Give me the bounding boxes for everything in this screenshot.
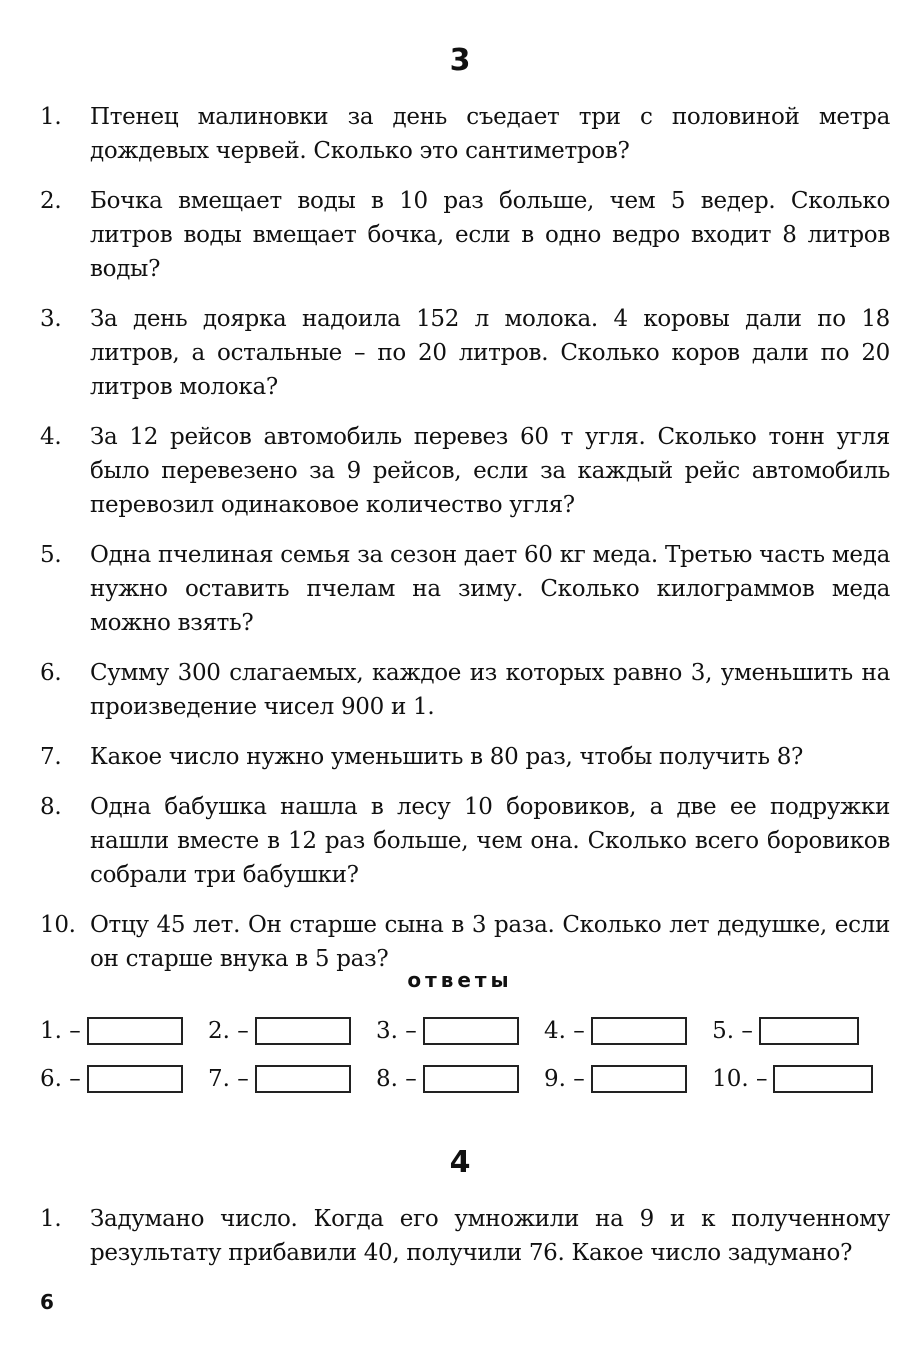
problem-text: Одна пчелиная семья за сезон дает 60 кг меда. Третью часть меда нужно оставить пчелам на зиму. Сколько килограммов меда можно взять? <box>90 542 890 636</box>
problem-number: 5. <box>40 542 62 568</box>
page-number: 6 <box>40 1290 54 1314</box>
problem-number: 6. <box>40 660 62 686</box>
problem-text: Птенец малиновки за день съедает три с половиной метра дождевых червей. Сколько это сантиметров? <box>90 104 890 164</box>
problem-text: Какое число нужно уменьшить в 80 раз, чтобы получить 8? <box>90 744 804 770</box>
answer-cell <box>712 1017 890 1045</box>
section-3-problems <box>40 100 890 992</box>
answer-box[interactable] <box>591 1017 687 1045</box>
answers-title: ответы <box>407 968 513 992</box>
section-4-heading: 4 <box>449 1145 471 1180</box>
problem-number: 10. <box>40 912 76 938</box>
answer-box[interactable] <box>87 1065 183 1093</box>
problem-number: 7. <box>40 744 62 770</box>
problem-item <box>40 184 890 286</box>
problem-text: Задумано число. Когда его умножили на 9 и к полученному результату прибавили 40, получили 76. Какое число задумано? <box>90 1206 890 1266</box>
section-3-heading: 3 <box>449 43 471 78</box>
problem-item <box>40 538 890 640</box>
problem-number: 2. <box>40 188 62 214</box>
answer-cell <box>376 1017 544 1045</box>
problem-item <box>40 420 890 522</box>
problem-number: 1. <box>40 1206 62 1232</box>
answer-label: 1. – <box>40 1018 81 1044</box>
problem-text: Сумму 300 слагаемых, каждое из которых равно 3, уменьшить на произведение чисел 900 и 1. <box>90 660 890 720</box>
answer-box[interactable] <box>255 1017 351 1045</box>
answer-label: 2. – <box>208 1018 249 1044</box>
problem-text: Бочка вмещает воды в 10 раз больше, чем 5 ведер. Сколько литров воды вмещает бочка, если в одно ведро входит 8 литров воды? <box>90 188 890 282</box>
answer-box[interactable] <box>423 1017 519 1045</box>
problem-number: 4. <box>40 424 62 450</box>
problem-item <box>40 302 890 404</box>
answer-cell <box>40 1065 208 1093</box>
answer-box[interactable] <box>87 1017 183 1045</box>
answer-cell <box>208 1017 376 1045</box>
problem-text: За день доярка надоила 152 л молока. 4 коровы дали по 18 литров, а остальные – по 20 литров. Сколько коров дали по 20 литров молока? <box>90 306 890 400</box>
problem-item <box>40 740 890 774</box>
problem-number: 3. <box>40 306 62 332</box>
answer-box[interactable] <box>773 1065 873 1093</box>
answer-label: 7. – <box>208 1066 249 1092</box>
answer-label: 3. – <box>376 1018 417 1044</box>
answer-label: 6. – <box>40 1066 81 1092</box>
answer-box[interactable] <box>423 1065 519 1093</box>
answer-label: 5. – <box>712 1018 753 1044</box>
answer-label: 10. – <box>712 1066 768 1092</box>
problem-number: 1. <box>40 104 62 130</box>
answer-cell <box>544 1065 712 1093</box>
answers-grid <box>40 1012 890 1108</box>
problem-item <box>40 790 890 892</box>
answer-cell <box>208 1065 376 1093</box>
answer-box[interactable] <box>591 1065 687 1093</box>
answer-cell <box>544 1017 712 1045</box>
answer-cell <box>40 1017 208 1045</box>
answer-box[interactable] <box>255 1065 351 1093</box>
answer-cell <box>712 1065 890 1093</box>
problem-item <box>40 1202 890 1270</box>
problem-text: Отцу 45 лет. Он старше сына в 3 раза. Сколько лет дедушке, если он старше внука в 5 раз? <box>90 912 890 972</box>
answer-cell <box>376 1065 544 1093</box>
problem-text: Одна бабушка нашла в лесу 10 боровиков, а две ее подружки нашли вместе в 12 раз больше, чем она. Сколько всего боровиков собрали три бабушки? <box>90 794 890 888</box>
answer-label: 8. – <box>376 1066 417 1092</box>
section-4-problems <box>40 1202 890 1286</box>
problem-item <box>40 100 890 168</box>
answer-label: 4. – <box>544 1018 585 1044</box>
answers-row <box>40 1060 890 1098</box>
problem-text: За 12 рейсов автомобиль перевез 60 т угля. Сколько тонн угля было перевезено за 9 рейсов, если за каждый рейс автомобиль перевозил одинаковое количество угля? <box>90 424 890 518</box>
problem-number: 8. <box>40 794 62 820</box>
problem-item <box>40 656 890 724</box>
answer-label: 9. – <box>544 1066 585 1092</box>
answer-box[interactable] <box>759 1017 859 1045</box>
answers-row <box>40 1012 890 1050</box>
